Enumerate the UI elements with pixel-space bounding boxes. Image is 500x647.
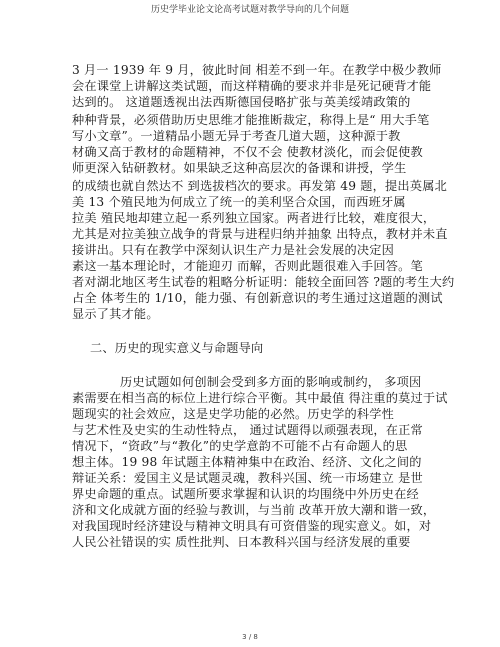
document-header-title: 历史学毕业论文论高考试题对教学导向的几个问题: [150, 5, 349, 15]
text-line: 人民公社错误的实 质性批判、日本教科兴国与经济发展的重要: [72, 535, 411, 549]
text-line: 占全 体考生的 1/10，能力强、有创新意识的考生通过这道题的测试: [72, 291, 443, 305]
text-line: 会在课堂上讲解这类试题，而这样精确的要求并非是死记硬背才能: [72, 79, 432, 93]
text-line: 接讲出。只有在教学中深刻认识生产力是社会发展的决定因: [72, 243, 395, 257]
text-line: 师更深入钻研教材。如果缺乏这种高层次的备课和讲授，学生: [72, 161, 407, 175]
text-line: 想主体。19 98 年试题主体精神集中在政治、经济、文化之间的: [72, 455, 422, 469]
document-body: [72, 62, 455, 550]
text-line: 尤其是对拉美独立战争的背景与进程归纳并抽象 出特点，教材并未直: [72, 227, 448, 241]
text-line: 素这一基本理论时，才能迎刃 而解，否则此题很难入手回答。笔: [72, 259, 423, 273]
text-line: 与艺术性及史实的生动性特点， 通过试题得以顽强表现，在正常: [72, 423, 423, 437]
section-heading: 二、历史的现实意义与命题导向: [90, 341, 264, 355]
text-line: 显示了其才能。: [72, 307, 159, 321]
text-line: 辩证关系：爱国主义是试题灵魂，教科兴国、统一市场建立 是世: [72, 471, 423, 485]
text-line: 情况下，“资政”与“教化”的史学意韵不可能不占有命题人的思: [72, 439, 408, 453]
text-line: 界史命题的重点。试题所要求掌握和认识的均围绕中外历史在经: [72, 487, 419, 501]
text-line: 美 13 个殖民地为何成立了统一的美利坚合众国，而西班牙属: [72, 195, 406, 209]
text-line: 者对湖北地区考生试卷的粗略分析证明：能较全面回答 ?题的考生大约: [72, 275, 455, 289]
text-line: 材确又高于教材的命题精神，不仅不会 使教材淡化，而会促使教: [72, 145, 423, 159]
text-line: 济和文化成就方面的经验与教训，与当前 改革开放大潮和谐一致，: [72, 503, 436, 517]
text-line: 历史试题如何创制会受到多方面的影响或制约， 多项因: [120, 375, 422, 389]
text-line: 的成绩也就自然达不 到选拔档次的要求。再发第 49 题，提出英属北: [72, 179, 447, 193]
text-line: 素需要在相当高的标位上进行综合平衡。其中最值 得注重的莫过于试: [72, 391, 448, 405]
page-number: 3 / 8: [242, 633, 258, 641]
text-line: 拉美 殖民地却建立起一系列独立国家。两者进行比较，难度很大，: [72, 211, 436, 225]
text-line: 种种背景，必须借助历史思维才能推断裁定，称得上是“ 用大手笔: [72, 113, 430, 127]
text-line: 题现实的社会效应，这是史学功能的必然。历史学的科学性: [72, 407, 395, 421]
text-line: 写小文章”。一道精品小题无异于考查几道大题，这种源于教: [72, 129, 401, 143]
text-line: 达到的。 这道题透视出法西斯德国侵略扩张与英美绥靖政策的: [72, 95, 411, 109]
text-line: 对我国现时经济建设与精神文明具有可资借鉴的现实意义。如，对: [72, 519, 432, 533]
text-line: 3 月一 1939 年 9 月，彼此时间 相差不到一年。在教学中极少教师: [72, 63, 442, 77]
